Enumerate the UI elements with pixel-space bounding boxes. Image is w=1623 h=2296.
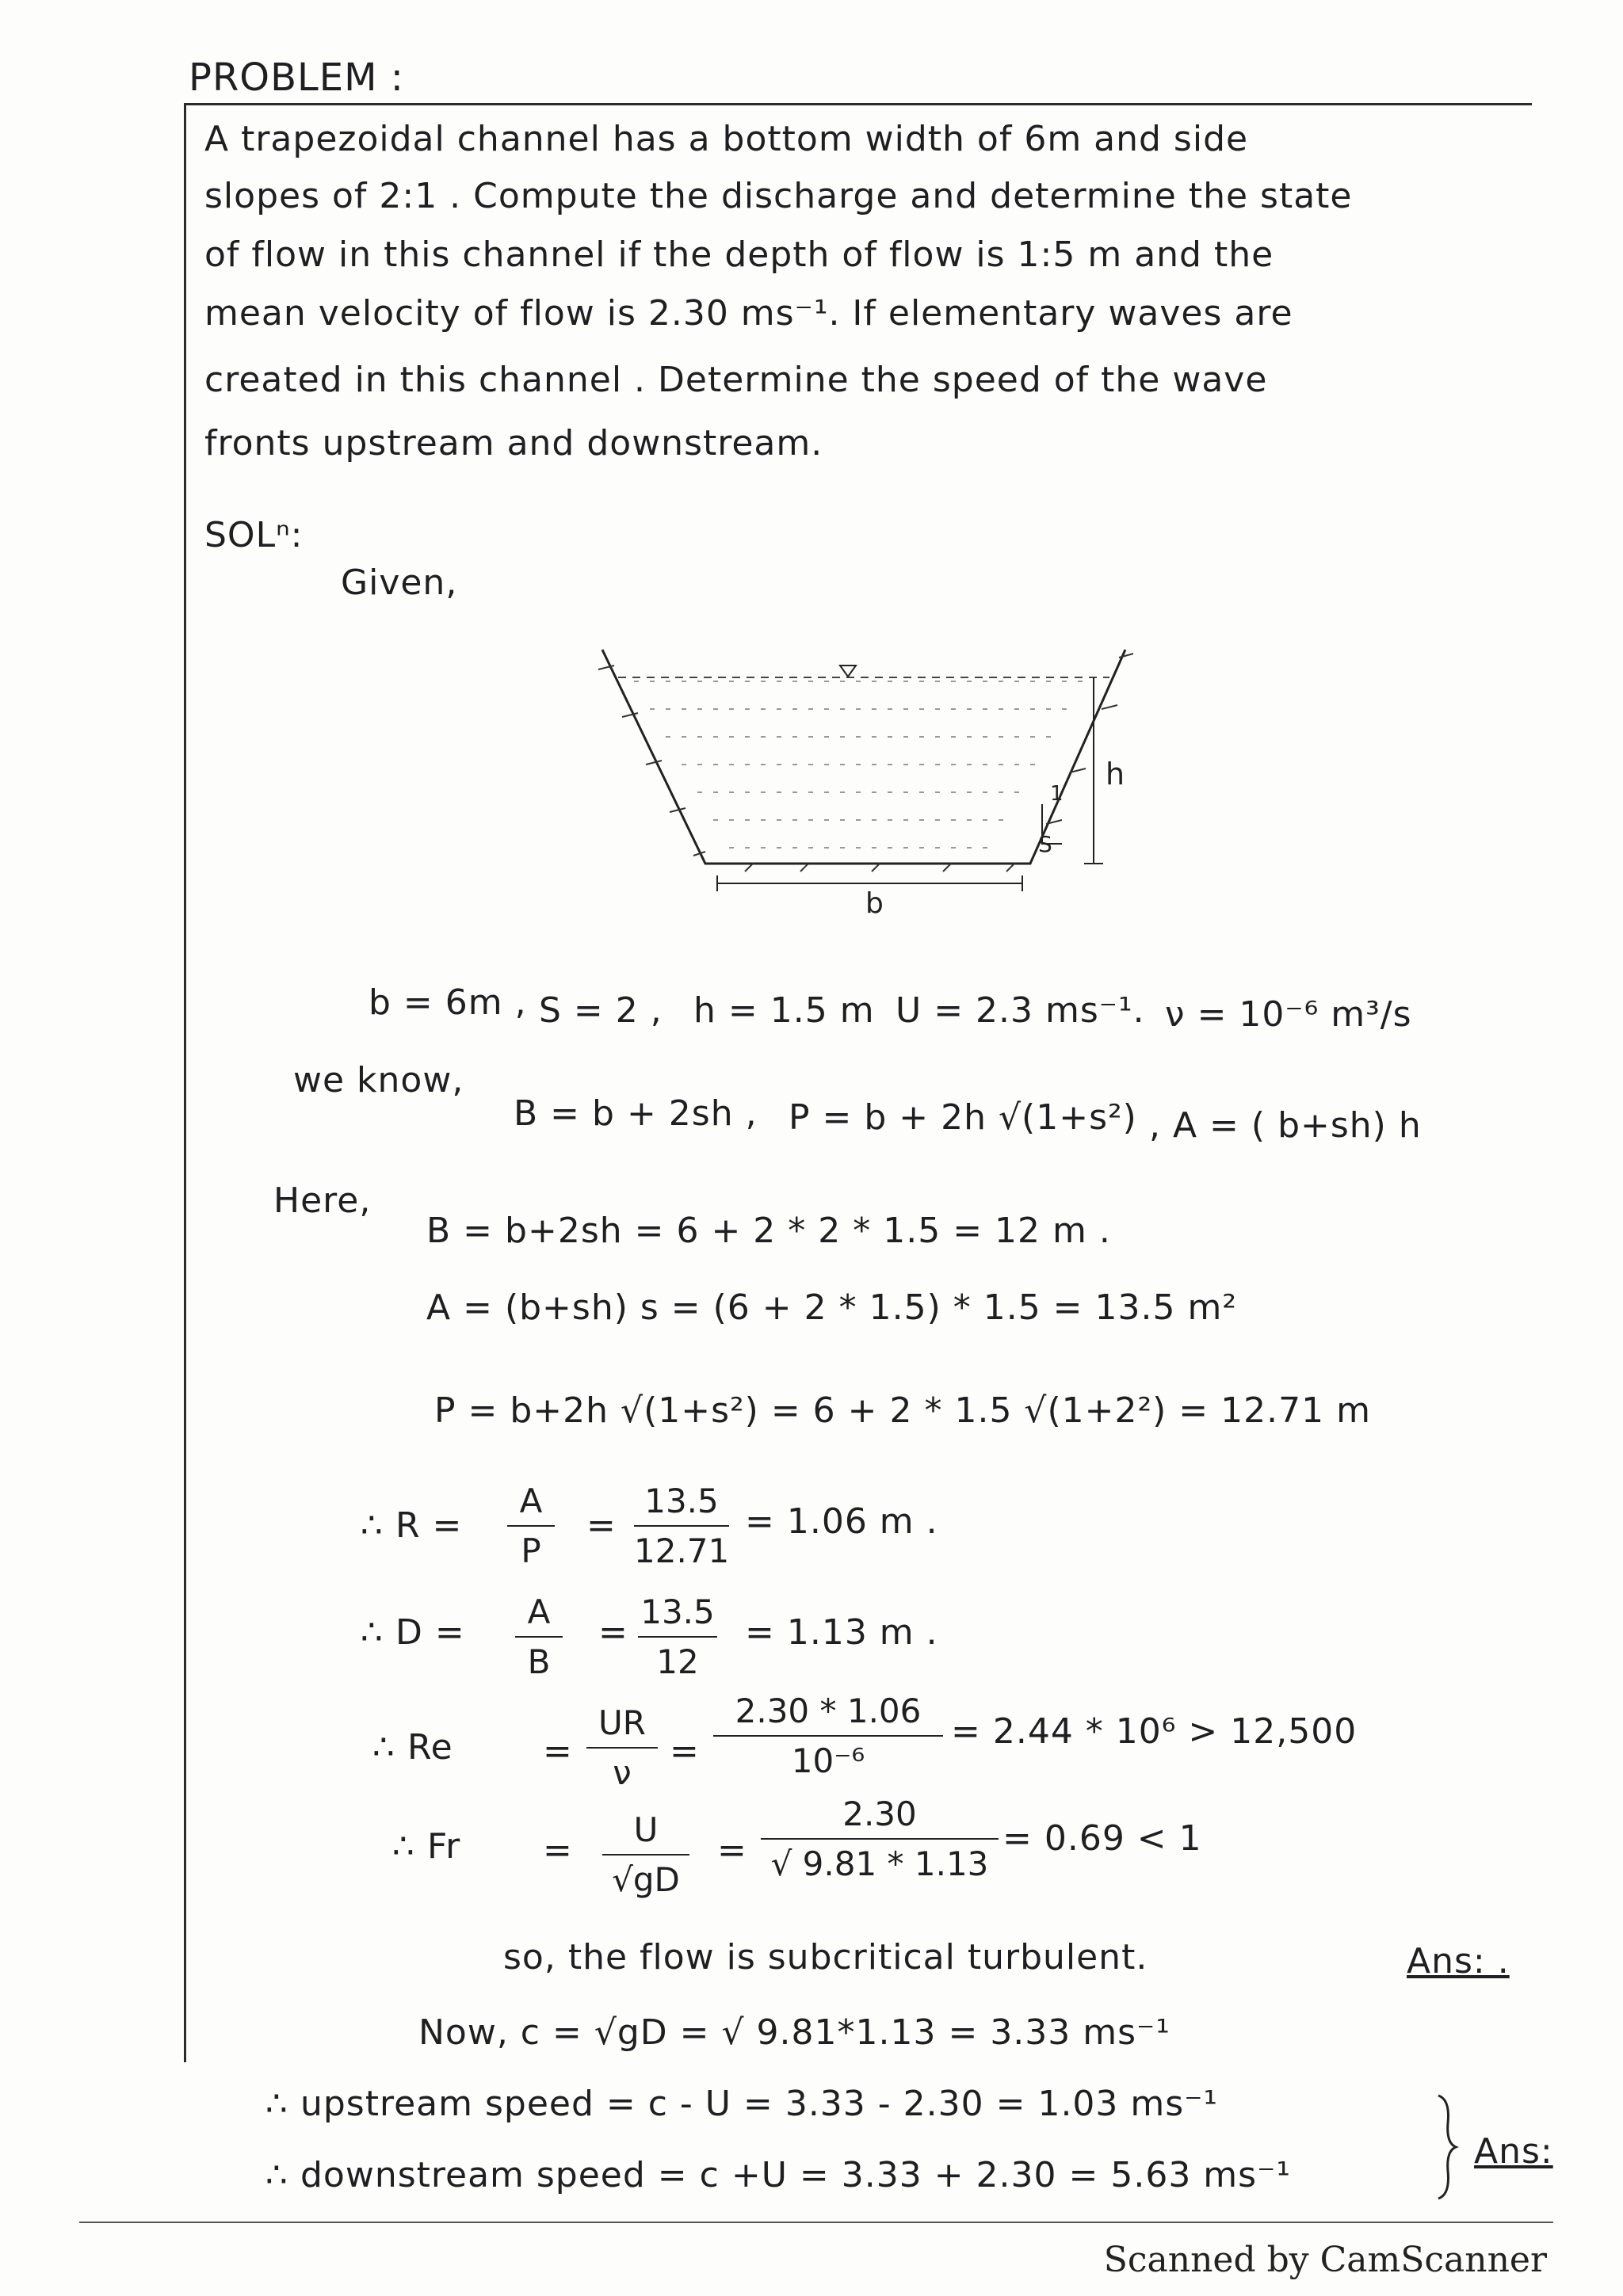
Re-result: = 2.44 * 10⁶ > 12,500 — [951, 1711, 1358, 1752]
D-frac-1-den: B — [527, 1642, 551, 1681]
problem-line-4: mean velocity of flow is 2.30 ms⁻¹. If elementary waves are — [204, 293, 1293, 334]
R-result: = 1.06 m . — [745, 1501, 938, 1542]
Re-frac-2-num: 2.30 * 1.06 — [735, 1691, 922, 1730]
R-frac-2 — [634, 1482, 729, 1570]
upstream-speed: ∴ upstream speed = c - U = 3.33 - 2.30 = 1.03 ms⁻¹ — [265, 2084, 1219, 2124]
formula-B: B = b + 2sh , — [514, 1093, 758, 1134]
formula-P: P = b + 2h √(1+s²) — [789, 1097, 1137, 1138]
D-frac-1 — [515, 1592, 563, 1681]
wave-speed-c: Now, c = √gD = √ 9.81*1.13 = 3.33 ms⁻¹ — [418, 2012, 1170, 2053]
given-label: Given, — [341, 563, 458, 603]
formula-A: , A = ( b+sh) h — [1149, 1105, 1422, 1146]
top-rule — [184, 103, 1529, 105]
given-nu: ν = 10⁻⁶ m³/s — [1165, 994, 1412, 1035]
here-label: Here, — [273, 1180, 372, 1221]
we-know-label: we know, — [293, 1060, 464, 1100]
ans-label-1: Ans: . — [1407, 1941, 1510, 1981]
conclusion: so, the flow is subcritical turbulent. — [503, 1937, 1148, 1978]
R-frac-2-num: 13.5 — [644, 1482, 719, 1520]
Re-eq: = — [670, 1731, 700, 1772]
Fr-frac-1-num: U — [633, 1810, 659, 1849]
given-h: h = 1.5 m — [693, 990, 875, 1031]
R-frac-1 — [507, 1482, 555, 1570]
Fr-frac-1 — [602, 1810, 689, 1899]
R-frac-1-num: A — [519, 1482, 543, 1520]
given-s: S = 2 , — [539, 990, 663, 1031]
slope-run-label: S — [1038, 831, 1052, 857]
D-eq: = — [598, 1612, 628, 1653]
downstream-speed: ∴ downstream speed = c +U = 3.33 + 2.30 = 5.63 ms⁻¹ — [265, 2155, 1291, 2195]
R-frac-1-den: P — [521, 1531, 541, 1570]
Fr-frac-1-den: √gD — [612, 1860, 680, 1899]
Fr-result: = 0.69 < 1 — [1002, 1818, 1202, 1859]
D-frac-1-num: A — [527, 1592, 551, 1631]
Re-lhs: ∴ Re — [372, 1727, 453, 1768]
D-result: = 1.13 m . — [745, 1612, 938, 1653]
problem-line-6: fronts upstream and downstream. — [204, 423, 823, 463]
R-frac-2-den: 12.71 — [634, 1531, 730, 1570]
hatching — [598, 654, 1133, 871]
D-frac-2 — [638, 1592, 717, 1681]
calc-B: B = b+2sh = 6 + 2 * 2 * 1.5 = 12 m . — [426, 1211, 1111, 1251]
water-fill — [634, 681, 1094, 848]
problem-line-2: slopes of 2:1 . Compute the discharge and determine the state — [204, 176, 1353, 216]
D-frac-2-num: 13.5 — [640, 1592, 715, 1631]
Re-frac-1-den: ν — [613, 1753, 632, 1792]
R-lhs: ∴ R = — [361, 1505, 463, 1546]
ans-label-2: Ans: — [1474, 2131, 1553, 2172]
problem-line-1: A trapezoidal channel has a bottom width of 6m and side — [204, 119, 1249, 159]
Re-frac-2-den: 10⁻⁶ — [791, 1741, 865, 1780]
Fr-frac-2-den: √ 9.81 * 1.13 — [770, 1844, 989, 1883]
Re-frac-2 — [713, 1691, 943, 1780]
channel-diagram — [586, 634, 1141, 919]
R-eq: = — [586, 1505, 617, 1546]
D-lhs: ∴ D = — [361, 1612, 465, 1653]
given-u: U = 2.3 ms⁻¹. — [896, 990, 1145, 1031]
water-level-icon — [840, 666, 856, 677]
problem-line-3: of flow in this channel if the depth of flow is 1:5 m and the — [204, 235, 1274, 275]
slope-rise-label: 1 — [1050, 782, 1064, 806]
b-label: b — [865, 887, 884, 919]
calc-P: P = b+2h √(1+s²) = 6 + 2 * 1.5 √(1+2²) = 12.71 m — [434, 1390, 1371, 1431]
Re-frac-1 — [586, 1703, 658, 1792]
scanner-watermark: Scanned by CamScanner — [1103, 2240, 1547, 2280]
Fr-eq: = — [717, 1830, 747, 1871]
Re-frac-1-num: UR — [598, 1703, 646, 1742]
Fr-frac-2 — [761, 1794, 999, 1883]
given-b: b = 6m , — [369, 982, 527, 1023]
answer-brace — [1430, 2092, 1462, 2203]
D-frac-2-den: 12 — [656, 1642, 699, 1681]
Re-eq0: = — [543, 1731, 573, 1772]
problem-line-5: created in this channel . Determine the speed of the wave — [204, 360, 1268, 400]
calc-A: A = (b+sh) s = (6 + 2 * 1.5) * 1.5 = 13.5 m² — [426, 1287, 1237, 1328]
problem-label: PROBLEM : — [189, 55, 404, 100]
Fr-eq0: = — [543, 1830, 573, 1871]
soln-label: SOLⁿ: — [204, 515, 304, 555]
h-label: h — [1106, 757, 1125, 791]
bottom-rule — [79, 2222, 1553, 2223]
Fr-frac-2-num: 2.30 — [842, 1794, 917, 1833]
Fr-lhs: ∴ Fr — [392, 1826, 461, 1867]
